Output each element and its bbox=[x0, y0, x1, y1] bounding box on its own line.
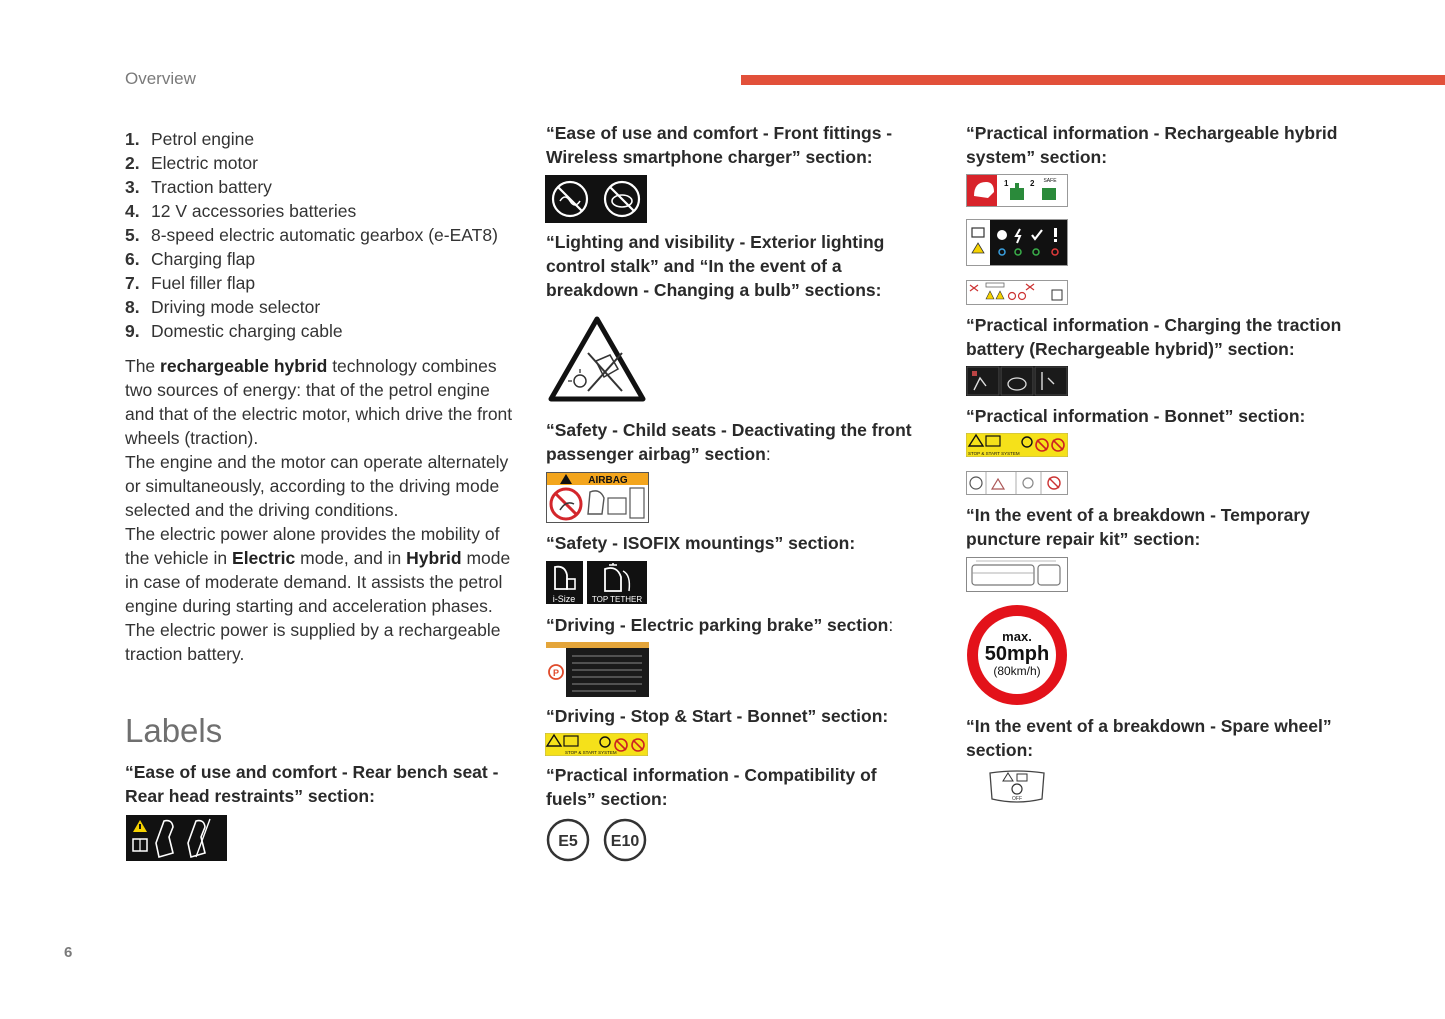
section-spare-wheel: “In the event of a breakdown - Spare wheel” section: bbox=[966, 716, 1332, 760]
list-item: 7. Fuel filler flap bbox=[125, 273, 256, 293]
section-bonnet: “Practical information - Bonnet” section: bbox=[966, 406, 1306, 426]
airbag-label-text: AIRBAG bbox=[588, 475, 628, 486]
section-stop-start: “Driving - Stop & Start - Bonnet” section: bbox=[546, 706, 889, 726]
section-fuels: “Practical information - Compatibility of fuels” section: bbox=[546, 765, 877, 809]
airbag-label-icon bbox=[546, 472, 649, 523]
intro-paragraph-3: The electric power alone provides the mobility of the vehicle in Electric mode, and in Hybrid mode in case of moderate demand. It assists the petrol engine during starting and acceleration phases. bbox=[125, 524, 511, 616]
svg-text:2: 2 bbox=[1030, 179, 1035, 188]
list-item: 2. Electric motor bbox=[125, 153, 258, 173]
page-title: Overview bbox=[125, 69, 196, 88]
puncture-kit-label-icon bbox=[966, 557, 1068, 592]
intro-text bbox=[125, 354, 520, 666]
e10-text: E10 bbox=[610, 833, 640, 850]
hybrid-status-label-icon bbox=[966, 219, 1068, 266]
bonnet-stop-start-small-text: STOP & START SYSTEM bbox=[968, 451, 1020, 456]
intro-paragraph-4: The electric power is supplied by a rechargeable traction battery. bbox=[125, 620, 501, 664]
charging-label-icon bbox=[966, 366, 1068, 396]
section-airbag: “Safety - Child seats - Deactivating the front passenger airbag” section: bbox=[546, 420, 912, 464]
section-lighting: “Lighting and visibility - Exterior lighting control stalk” and “In the event of a breakdown - Changing a bulb” sections: bbox=[546, 232, 885, 300]
hybrid-warnings-label-icon bbox=[966, 280, 1068, 305]
isize-label-icon bbox=[546, 561, 583, 604]
speed-kmh-text: (80km/h) bbox=[993, 664, 1041, 678]
hybrid-system-label-icon bbox=[966, 174, 1068, 207]
list-item: 5. 8-speed electric automatic gearbox (e-EAT8) bbox=[125, 225, 498, 245]
list-item: 6. Charging flap bbox=[125, 249, 256, 269]
e10-fuel-label-icon bbox=[603, 818, 647, 862]
section-puncture: “In the event of a breakdown - Temporary puncture repair kit” section: bbox=[966, 505, 1310, 549]
svg-text:1: 1 bbox=[1004, 179, 1009, 188]
list-item: 1. Petrol engine bbox=[125, 129, 255, 149]
section-rear-bench: “Ease of use and comfort - Rear bench seat - Rear head restraints” section: bbox=[125, 762, 499, 806]
parking-brake-label-icon bbox=[546, 642, 649, 697]
section-isofix: “Safety - ISOFIX mountings” section: bbox=[546, 533, 856, 553]
speed-limit-sign bbox=[966, 604, 1068, 706]
labels-heading: Labels bbox=[125, 712, 223, 749]
list-item: 8. Driving mode selector bbox=[125, 297, 321, 317]
bonnet-stop-start-label-icon bbox=[966, 433, 1068, 457]
list-item: 4. 12 V accessories batteries bbox=[125, 201, 357, 221]
off-text: OFF bbox=[1012, 796, 1022, 802]
speed-max-text: max. bbox=[1002, 629, 1032, 644]
header-accent-bar bbox=[741, 75, 1445, 85]
speed-value-text: 50mph bbox=[984, 643, 1050, 665]
page-number: 6 bbox=[64, 944, 73, 961]
wireless-charger-label-icon bbox=[545, 175, 647, 223]
components-list bbox=[125, 127, 520, 343]
e5-fuel-label-icon bbox=[546, 818, 590, 862]
isize-label-text: i-Size bbox=[552, 594, 576, 604]
top-tether-label-text: TOP TETHER bbox=[591, 595, 643, 604]
spare-wheel-label-icon bbox=[987, 769, 1047, 805]
section-wireless: “Ease of use and comfort - Front fittings - Wireless smartphone charger” section: bbox=[546, 123, 893, 167]
lighting-warning-label-icon bbox=[548, 315, 646, 404]
list-item: 9. Domestic charging cable bbox=[125, 321, 343, 341]
svg-text:SAFE: SAFE bbox=[1043, 178, 1057, 184]
bonnet-warnings-label-icon bbox=[966, 471, 1068, 495]
rear-headrest-label-icon bbox=[126, 815, 227, 861]
stop-start-small-text: STOP & START SYSTEM bbox=[565, 750, 617, 755]
top-tether-label-icon bbox=[587, 561, 647, 604]
svg-text:P: P bbox=[552, 668, 560, 678]
section-hybrid-system: “Practical information - Rechargeable hybrid system” section: bbox=[966, 123, 1338, 167]
stop-start-label-icon bbox=[545, 733, 648, 756]
section-parking-brake: “Driving - Electric parking brake” section: bbox=[546, 615, 894, 635]
intro-paragraph-2: The engine and the motor can operate alternately or simultaneously, according to the driving mode selected and the driving conditions. bbox=[125, 452, 509, 520]
section-charging: “Practical information - Charging the traction battery (Rechargeable hybrid)” section: bbox=[966, 315, 1342, 359]
list-item: 3. Traction battery bbox=[125, 177, 272, 197]
e5-text: E5 bbox=[558, 833, 578, 850]
intro-paragraph-1: The rechargeable hybrid technology combines two sources of energy: that of the petrol engine and that of the electric motor, which drive the front wheels (traction). bbox=[125, 356, 513, 448]
